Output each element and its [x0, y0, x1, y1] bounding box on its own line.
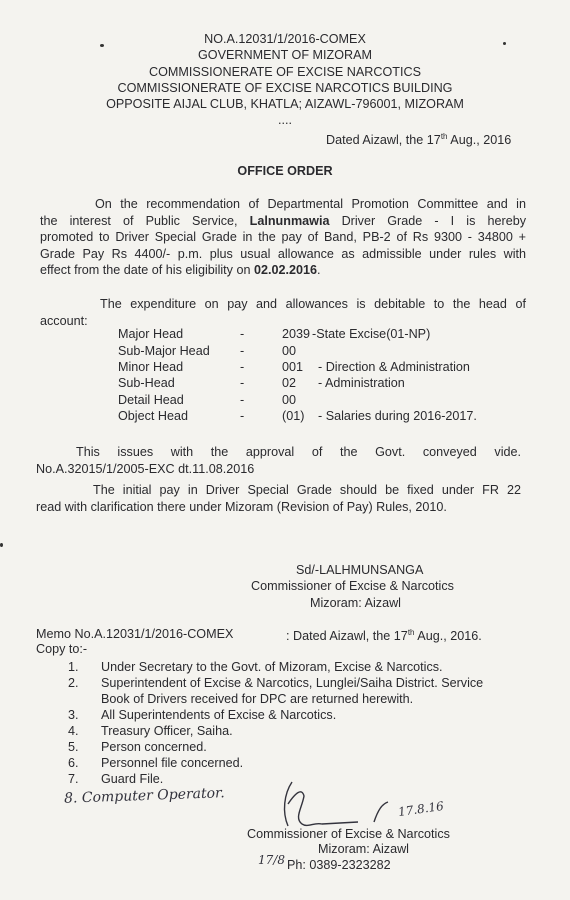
- commissionerate-name: COMMISSIONERATE OF EXCISE NARCOTICS: [149, 65, 421, 79]
- scan-speck: [0, 543, 3, 547]
- footer-phone: Ph: 0389-2323282: [287, 858, 391, 872]
- order-paragraph-3: This issues with the approval of the Govt. conveyed vide. No.A.32015/1/2005-EXC dt.11.08.2016: [36, 445, 521, 476]
- copy-to-label: Copy to:-: [36, 642, 88, 656]
- list-item: 4. Treasury Officer, Saiha.: [68, 724, 233, 738]
- order-paragraph-1: On the recommendation of Departmental Promotion Committee and in the interest of Public Service, Lalnunmawia Driver Grade - I is hereby promoted to Driver Special Grade in the pay of Band, PB-2 of Rs 9300 - 34800 + Grade Pay Rs 4400/- p.m. plus usual allowance as admissible under rules with effect from the date of his eligibility on 02.02.2016.: [40, 197, 526, 278]
- building-name: COMMISSIONERATE OF EXCISE NARCOTICS BUILDING: [117, 81, 453, 95]
- order-paragraph-2: The expenditure on pay and allowances is debitable to the head of account:: [40, 297, 526, 328]
- file-number: NO.A.12031/1/2016-COMEX: [204, 32, 366, 46]
- eligibility-date: 02.02.2016: [253, 263, 318, 278]
- scan-speck: [100, 44, 104, 47]
- govt-name: GOVERNMENT OF MIZORAM: [198, 48, 372, 62]
- office-order-document: NO.A.12031/1/2016-COMEX GOVERNMENT OF MIZORAM COMMISSIONERATE OF EXCISE NARCOTICS COMMISSIONERATE OF EXCISE NARCOTICS BUILDING OPPOSITE AIJAL CLUB, KHATLA; AIZAWL-796001, MIZORAM .... Dated Aizawl, the 17th Aug., 2016 OFFICE ORDER On the recommendation of Departmental Promotion Committee and in the interest of Public Service, Lalnunmawia Driver Grade - I is hereby promoted to Driver Special Grade in the pay of Band, PB-2 of Rs 9300 - 34800 + Grade Pay Rs 4400/- p.m. plus usual allowance as admissible under rules with effect from the date of his eligibility on 02.02.2016. The expenditure on pay and allowances is debitable to the head of account: Major Head - 2039 -State Excise(01-NP) Sub-Major Head - 00 Minor Head - 001 - Direction & Administration Sub-Head - 02 - Administration Detail Head - 00 Object Head - (01) - Salaries during 2016-2017. This issues with the approval of the Govt. conveyed vide. No.A.32015/1/2005-EXC dt.11.08.2016 The initial pay in Driver Special Grade should be fixed under FR 22 read with clarification there under Mizoram (Revision of Pay) Rules, 2010. Sd/-LALHMUNSANGA Commissioner of Excise & Narcotics Mizoram: Aizawl Memo No.A.12031/1/2016-COMEX : Dated Aizawl, the 17th Aug., 2016. Copy to:- 1. Under Secretary to the Govt. of Mizoram, Excise & Narcotics. 2. Superintendent of Excise & Narcotics, Lunglei/Saiha District. Service Book of Drivers received for DPC are returned herewith. 3. All Superintendents of Excise & Narcotics. 4. Treasury Officer, Saiha. 5. Person concerned. 6. Personnel file concerned. 7. Guard File. 8. Computer Operator. 17.8.16 Commissioner of Excise & Narcotics Mizoram: Aizawl 17/8 Ph: 0389-2323282: [0, 0, 570, 900]
- list-item: 3. All Superintendents of Excise & Narcotics.: [68, 708, 337, 722]
- order-title: OFFICE ORDER: [237, 164, 333, 178]
- employee-name: Lalnunmawia: [249, 213, 330, 228]
- list-item: 1. Under Secretary to the Govt. of Mizoram, Excise & Narcotics.: [68, 660, 443, 674]
- list-item: 5. Person concerned.: [68, 740, 207, 754]
- handwritten-sign-date: 17.8.16: [397, 798, 445, 820]
- footer-signatory-title: Commissioner of Excise & Narcotics: [247, 827, 450, 841]
- header-dots: ....: [278, 113, 292, 127]
- signatory-place: Mizoram: Aizawl: [310, 596, 401, 610]
- footer-signatory-place: Mizoram: Aizawl: [318, 842, 409, 856]
- signatory-name: Sd/-LALHMUNSANGA: [296, 563, 424, 577]
- order-paragraph-4: The initial pay in Driver Special Grade should be fixed under FR 22 read with clarification there under Mizoram (Revision of Pay) Rules, 2010.: [36, 483, 521, 514]
- handwritten-copy-item: 8. Computer Operator.: [63, 785, 225, 807]
- memo-date: : Dated Aizawl, the 17th Aug., 2016.: [286, 627, 482, 643]
- list-item: 6. Personnel file concerned.: [68, 756, 244, 770]
- handwritten-initial-date: 17/8: [258, 853, 285, 867]
- office-address: OPPOSITE AIJAL CLUB, KHATLA; AIZAWL-796001, MIZORAM: [106, 97, 464, 111]
- memo-number: Memo No.A.12031/1/2016-COMEX: [36, 627, 234, 641]
- signatory-title: Commissioner of Excise & Narcotics: [251, 579, 454, 593]
- list-item: 7. Guard File.: [68, 772, 164, 786]
- list-item: 2. Superintendent of Excise & Narcotics, Lunglei/Saiha District. Service Book of Drivers received for DPC are returned herewith.: [68, 676, 484, 706]
- scan-speck: [503, 42, 506, 45]
- order-date: Dated Aizawl, the 17th Aug., 2016: [326, 131, 512, 147]
